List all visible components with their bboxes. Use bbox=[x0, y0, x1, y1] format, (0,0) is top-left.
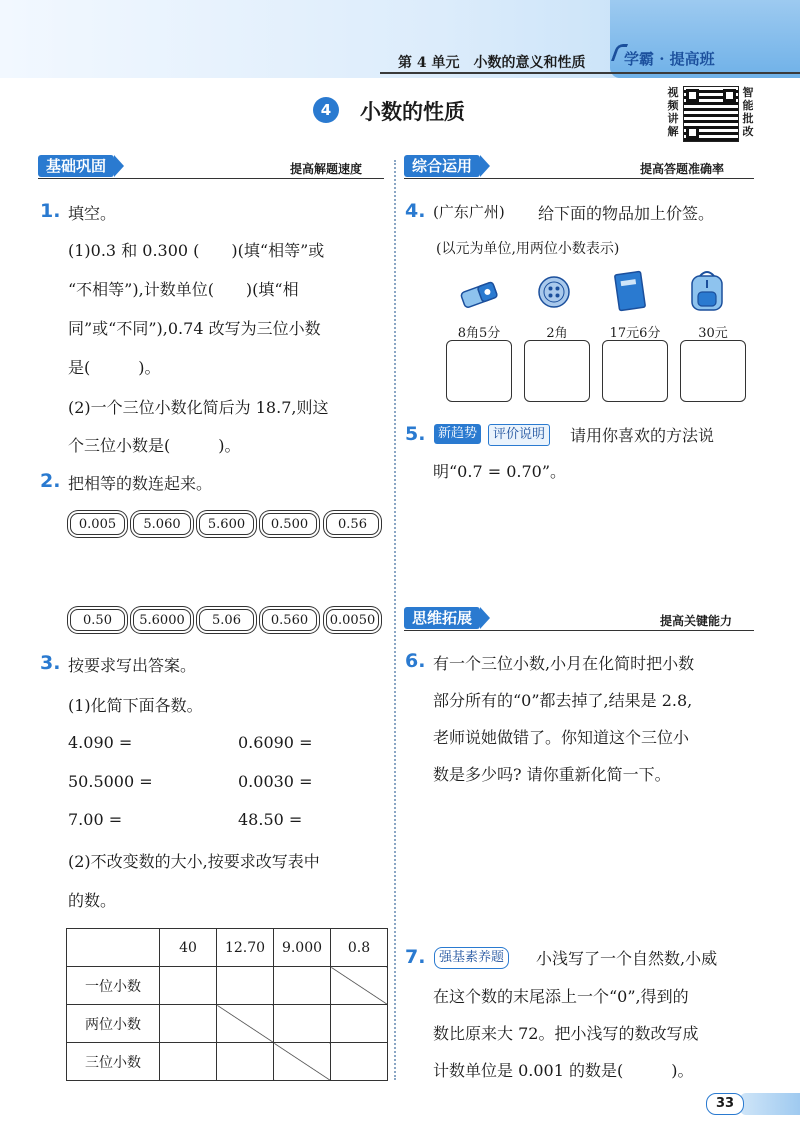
brand-name: 学霸 · 提高班 bbox=[624, 50, 715, 68]
q7-line: 在这个数的末尾添上一个“0”,得到的 bbox=[433, 987, 689, 1006]
q1-line: (2)一个三位小数化简后为 18.7,则这 bbox=[68, 398, 329, 417]
qr-left-label: 视频讲解 bbox=[667, 86, 679, 138]
button-icon bbox=[536, 274, 572, 314]
number-pill[interactable]: 0.0050 bbox=[326, 609, 379, 631]
q6-line: 有一个三位小数,小月在化简时把小数 bbox=[433, 654, 695, 673]
price-label: 2角 bbox=[546, 326, 568, 341]
backpack-icon bbox=[686, 268, 728, 318]
answer-cell[interactable] bbox=[274, 967, 331, 1005]
evaluation-tag: 评价说明 bbox=[488, 424, 550, 446]
section-rule bbox=[404, 178, 754, 179]
number-pill[interactable]: 0.50 bbox=[70, 609, 125, 631]
question-number: 4. bbox=[405, 200, 426, 222]
row-label: 三位小数 bbox=[67, 1043, 160, 1081]
answer-cell[interactable] bbox=[217, 1043, 274, 1081]
number-pill[interactable]: 0.005 bbox=[70, 513, 125, 535]
question-number: 2. bbox=[40, 470, 61, 492]
lesson-number-badge: 4 bbox=[313, 97, 339, 123]
section-extend-sub: 提高关键能力 bbox=[660, 614, 733, 628]
simplify-expr: 7.00 = bbox=[68, 810, 123, 829]
unit-title: 第 4 单元 小数的意义和性质 bbox=[398, 55, 586, 71]
slashed-cell bbox=[331, 967, 388, 1005]
simplify-expr: 0.6090 = bbox=[238, 733, 313, 752]
qr-code-icon[interactable] bbox=[683, 86, 739, 142]
section-applied-sub: 提高答题准确率 bbox=[640, 162, 725, 176]
q2-title: 把相等的数连起来。 bbox=[68, 474, 213, 493]
rewrite-table bbox=[66, 928, 388, 1081]
section-rule bbox=[404, 630, 754, 631]
simplify-expr: 4.090 = bbox=[68, 733, 133, 752]
answer-cell[interactable] bbox=[217, 967, 274, 1005]
answer-cell[interactable] bbox=[160, 1005, 217, 1043]
q4-text: 给下面的物品加上价签。 bbox=[538, 204, 715, 223]
table-header-cell: 9.000 bbox=[274, 929, 331, 967]
notebook-icon bbox=[612, 270, 648, 316]
table-header-cell: 0.8 bbox=[331, 929, 388, 967]
answer-cell[interactable] bbox=[331, 1005, 388, 1043]
q4-note: (以元为单位,用两位小数表示) bbox=[436, 241, 620, 257]
slashed-cell bbox=[274, 1043, 331, 1081]
answer-cell[interactable] bbox=[160, 1043, 217, 1081]
number-pill[interactable]: 5.060 bbox=[133, 513, 191, 535]
q6-line: 数是多少吗? 请你重新化简一下。 bbox=[433, 765, 671, 784]
page-tab bbox=[740, 1093, 800, 1115]
q7-line: 小浅写了一个自然数,小威 bbox=[536, 949, 718, 968]
header-rule bbox=[380, 72, 800, 74]
table-header-cell bbox=[67, 929, 160, 967]
core-skill-tag: 强基素养题 bbox=[434, 947, 509, 969]
q1-line: 个三位小数是( )。 bbox=[68, 436, 241, 455]
answer-cell[interactable] bbox=[160, 967, 217, 1005]
q3-part1: (1)化简下面各数。 bbox=[68, 696, 203, 715]
eraser-icon bbox=[458, 278, 500, 316]
question-number: 5. bbox=[405, 423, 426, 445]
row-label: 一位小数 bbox=[67, 967, 160, 1005]
price-tag-box[interactable] bbox=[680, 340, 746, 402]
q7-line: 计数单位是 0.001 的数是( )。 bbox=[433, 1061, 694, 1080]
table-header-cell: 40 bbox=[160, 929, 217, 967]
q1-line: 同”或“不同”),0.74 改写为三位小数 bbox=[68, 319, 321, 338]
q3-part2: 的数。 bbox=[68, 891, 117, 910]
section-rule bbox=[38, 178, 384, 179]
section-applied-tag: 综合运用 bbox=[404, 155, 480, 177]
question-number: 7. bbox=[405, 946, 426, 968]
number-pill[interactable]: 0.56 bbox=[326, 513, 379, 535]
price-label: 30元 bbox=[698, 326, 728, 341]
q1-line: “不相等”),计数单位( )(填“相 bbox=[68, 280, 299, 299]
answer-cell[interactable] bbox=[274, 1005, 331, 1043]
table-header-cell: 12.70 bbox=[217, 929, 274, 967]
q6-line: 老师说她做错了。你知道这个三位小 bbox=[433, 728, 690, 747]
q3-part2: (2)不改变数的大小,按要求改写表中 bbox=[68, 852, 320, 871]
q5-line: 请用你喜欢的方法说 bbox=[570, 426, 715, 445]
number-pill[interactable]: 0.500 bbox=[262, 513, 317, 535]
qr-finder bbox=[686, 126, 699, 139]
row-label: 两位小数 bbox=[67, 1005, 160, 1043]
section-basic-tag: 基础巩固 bbox=[38, 155, 114, 177]
price-tag-box[interactable] bbox=[446, 340, 512, 402]
q1-line: 是( )。 bbox=[68, 358, 161, 377]
simplify-expr: 50.5000 = bbox=[68, 772, 153, 791]
simplify-expr: 48.50 = bbox=[238, 810, 303, 829]
qr-finder bbox=[686, 89, 699, 102]
qr-finder bbox=[723, 89, 736, 102]
question-number: 3. bbox=[40, 652, 61, 674]
price-label: 8角5分 bbox=[457, 326, 501, 341]
page-number: 33 bbox=[706, 1093, 744, 1115]
price-label: 17元6分 bbox=[609, 326, 661, 341]
q6-line: 部分所有的“0”都去掉了,结果是 2.8, bbox=[433, 691, 693, 710]
price-tag-box[interactable] bbox=[524, 340, 590, 402]
price-tag-box[interactable] bbox=[602, 340, 668, 402]
q5-line: 明“0.7 = 0.70”。 bbox=[433, 462, 567, 481]
qr-right-label: 智能批改 bbox=[742, 86, 754, 138]
question-number: 1. bbox=[40, 200, 61, 222]
number-pill[interactable]: 5.06 bbox=[199, 609, 254, 631]
section-extend-tag: 思维拓展 bbox=[404, 607, 480, 629]
number-pill[interactable]: 5.600 bbox=[199, 513, 254, 535]
number-pill[interactable]: 0.560 bbox=[262, 609, 317, 631]
answer-cell[interactable] bbox=[331, 1043, 388, 1081]
q1-title: 填空。 bbox=[68, 204, 117, 223]
trend-tag: 新趋势 bbox=[434, 424, 481, 444]
lesson-title: 小数的性质 bbox=[360, 100, 465, 124]
question-number: 6. bbox=[405, 650, 426, 672]
number-pill[interactable]: 5.6000 bbox=[133, 609, 191, 631]
q3-title: 按要求写出答案。 bbox=[68, 656, 197, 675]
q7-line: 数比原来大 72。把小浅写的数改写成 bbox=[433, 1024, 699, 1043]
q4-source: (广东广州) bbox=[433, 203, 505, 221]
simplify-expr: 0.0030 = bbox=[238, 772, 313, 791]
column-divider bbox=[394, 160, 396, 1080]
section-basic-sub: 提高解题速度 bbox=[290, 162, 363, 176]
q1-line: (1)0.3 和 0.300 ( )(填“相等”或 bbox=[68, 241, 325, 260]
slashed-cell bbox=[217, 1005, 274, 1043]
